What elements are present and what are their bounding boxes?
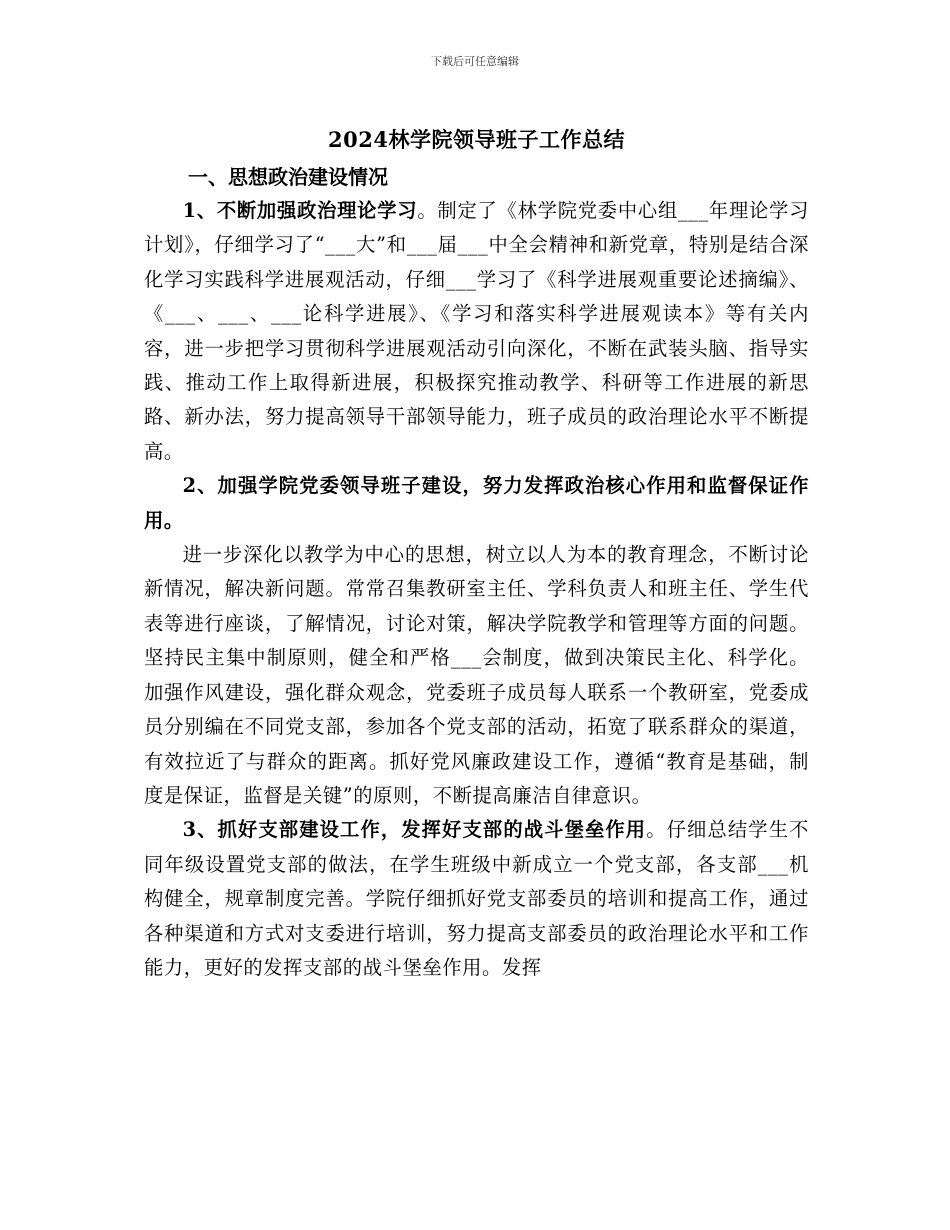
paragraph-1-body: 。制定了《林学院党委中心组___年理论学习计划》，仔细学习了“___大”和___届___中全会精神和新党章，特别是结合深化学习实践科学进展观活动，仔细___学习了《科学进展观重要论述摘编》、《___、___、___论科学进展》、《学习和落实科学进展观读本》等有关内容，进一步把学习贯彻科学进展观活动引向深化，不断在武装头脑、指导实践、推动工作上取得新进展，积极探究推动教学、科研等工作进展的新思路、新办法，努力提高领导干部领导能力，班子成员的政治理论水平不断提高。 bbox=[144, 199, 809, 463]
header-note: 下载后可任意编辑 bbox=[431, 55, 519, 68]
paragraph-1-lead: 1、不断加强政治理论学习 bbox=[182, 199, 418, 222]
document-title: 2024林学院领导班子工作总结 bbox=[328, 127, 625, 152]
document-body bbox=[144, 120, 809, 985]
paragraph-2-body: 进一步深化以教学为中心的思想，树立以人为本的教育理念，不断讨论新情况，解决新问题。常常召集教研室主任、学科负责人和班主任、学生代表等进行座谈，了解情况，讨论对策，解决学院教学和管理等方面的问题。坚持民主集中制原则，健全和严格___会制度，做到决策民主化、科学化。加强作风建设，强化群众观念，党委班子成员每人联系一个教研室，党委成员分别编在不同党支部，参加各个党支部的活动，拓宽了联系群众的渠道，有效拉近了与群众的距离。抓好党风廉政建设工作，遵循“教育是基础，制度是保证，监督是关键”的原则，不断提高廉洁自律意识。 bbox=[144, 543, 809, 807]
paragraph-2-heading: 2、加强学院党委领导班子建设，努力发挥政治核心作用和监督保证作用。 bbox=[144, 474, 809, 532]
paragraph-1 bbox=[144, 194, 809, 469]
paragraph-3-body: 。仔细总结学生不同年级设置党支部的做法，在学生班级中新成立一个党支部，各支部___机构健全，规章制度完善。学院仔细抓好党支部委员的培训和提高工作，通过各种渠道和方式对支委进行培训，努力提高支部委员的政治理论水平和工作能力，更好的发挥支部的战斗堡垒作用。发挥 bbox=[144, 818, 809, 979]
paragraph-3-lead: 3、抓好支部建设工作，发挥好支部的战斗堡垒作用 bbox=[182, 818, 647, 842]
section-heading: 一、思想政治建设情况 bbox=[188, 165, 388, 189]
paragraph-3 bbox=[144, 813, 809, 985]
